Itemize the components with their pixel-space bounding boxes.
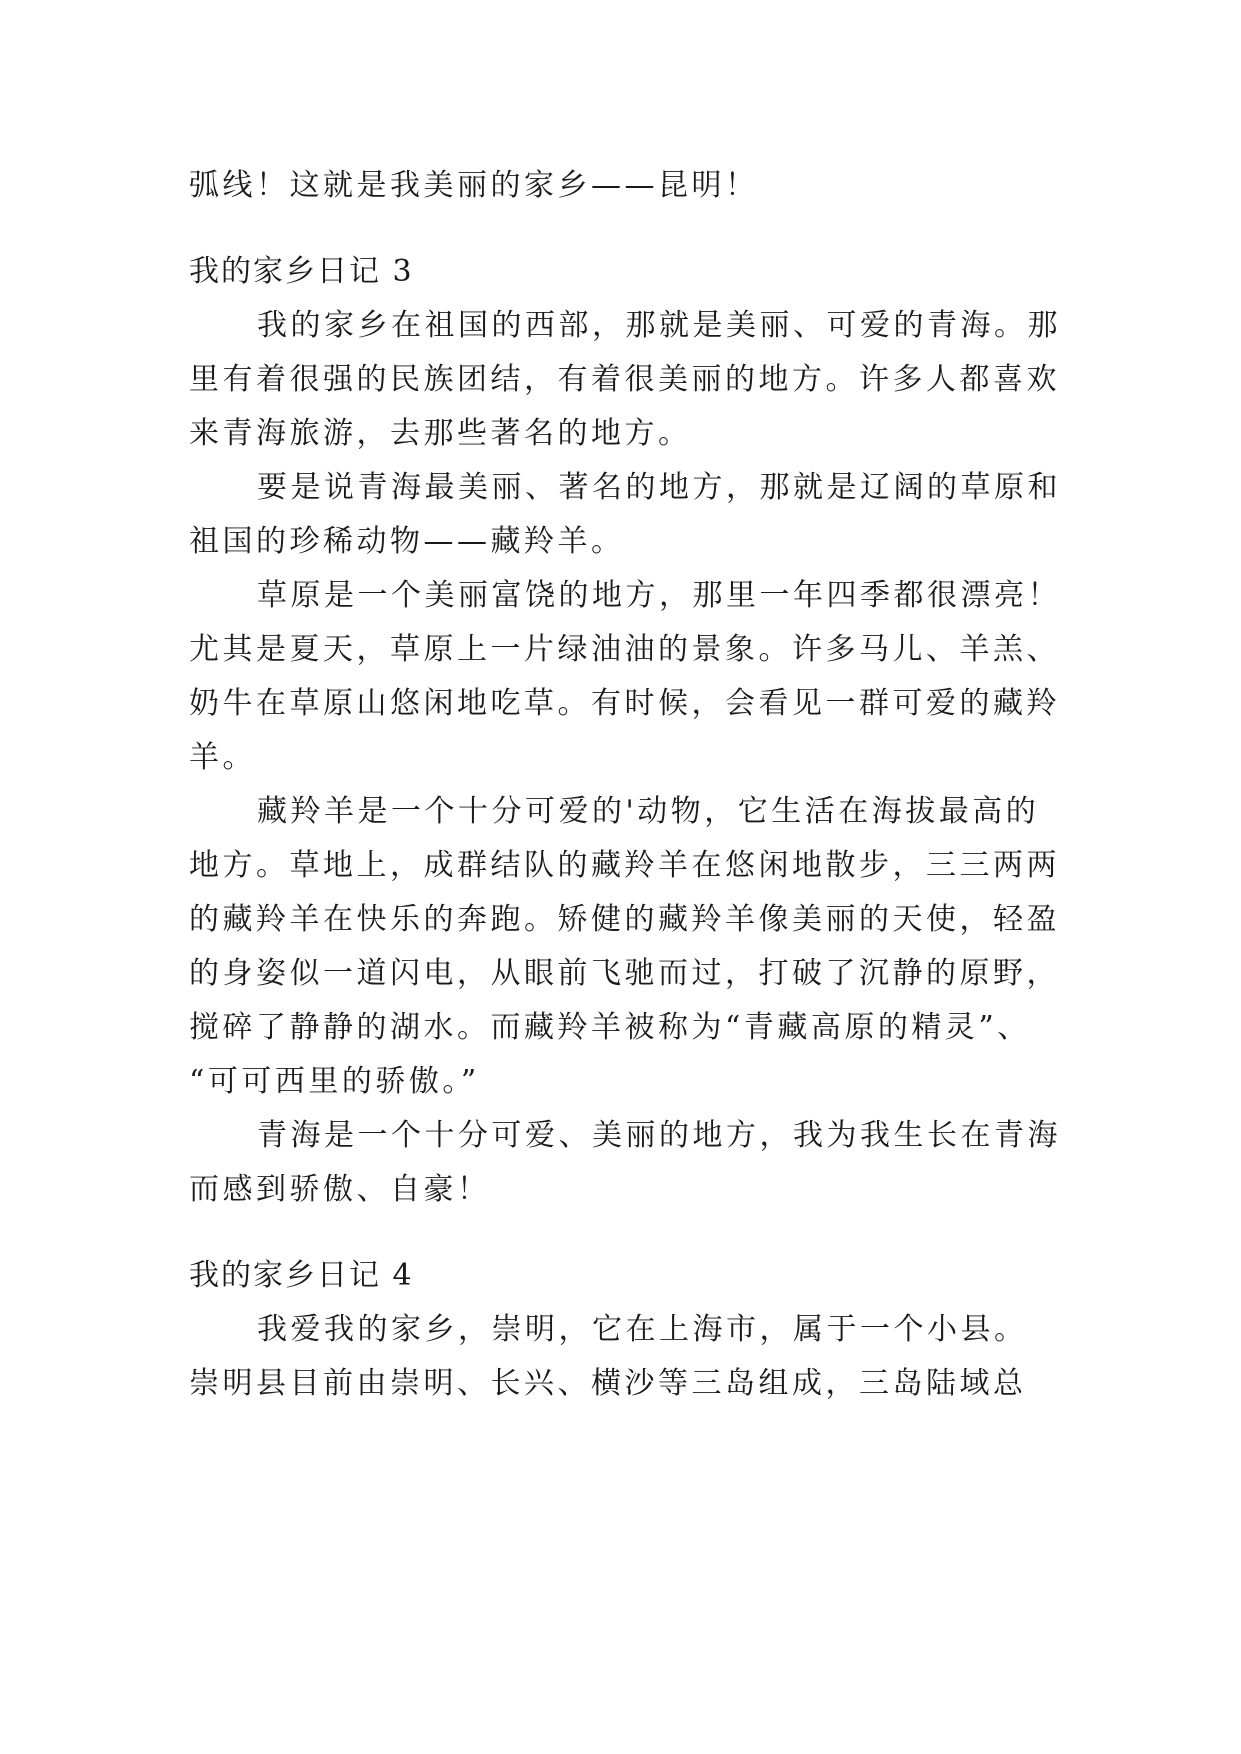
paragraph-line: 青海是一个十分可爱、美丽的地方，我为我生长在青海 — [257, 1118, 1061, 1153]
paragraph-line: 奶牛在草原山悠闲地吃草。有时候，会看见一群可爱的藏羚 — [189, 686, 1060, 721]
section-heading: 我的家乡日记 3 — [189, 254, 414, 289]
paragraph-line: 里有着很强的民族团结，有着很美丽的地方。许多人都喜欢 — [189, 362, 1060, 397]
paragraph-line: 搅碎了静静的湖水。而藏羚羊被称为“青藏高原的精灵”、 — [189, 1010, 1031, 1045]
paragraph-line: 羊。 — [189, 740, 256, 775]
paragraph-line: 而感到骄傲、自豪！ — [189, 1172, 491, 1207]
paragraph-line: 来青海旅游，去那些著名的地方。 — [189, 416, 692, 451]
paragraph-line: 藏羚羊是一个十分可爱的'动物，它生活在海拔最高的 — [257, 794, 1040, 829]
paragraph-line: 祖国的珍稀动物——藏羚羊。 — [189, 524, 625, 559]
paragraph-line: 弧线！这就是我美丽的家乡——昆明！ — [189, 168, 759, 203]
paragraph-line: “可可西里的骄傲。” — [189, 1064, 480, 1099]
paragraph-line: 我的家乡在祖国的西部，那就是美丽、可爱的青海。那 — [257, 308, 1061, 343]
paragraph-line: 的藏羚羊在快乐的奔跑。矫健的藏羚羊像美丽的天使，轻盈 — [189, 902, 1060, 937]
paragraph-line: 要是说青海最美丽、著名的地方，那就是辽阔的草原和 — [257, 470, 1061, 505]
paragraph-line: 草原是一个美丽富饶的地方，那里一年四季都很漂亮！ — [257, 578, 1061, 613]
paragraph-line: 地方。草地上，成群结队的藏羚羊在悠闲地散步，三三两两 — [189, 848, 1060, 883]
paragraph-line: 尤其是夏天，草原上一片绿油油的景象。许多马儿、羊羔、 — [189, 632, 1060, 667]
paragraph-line: 的身姿似一道闪电，从眼前飞驰而过，打破了沉静的原野， — [189, 956, 1060, 991]
paragraph-line: 崇明县目前由崇明、长兴、横沙等三岛组成，三岛陆域总 — [189, 1366, 1027, 1401]
section-heading: 我的家乡日记 4 — [189, 1258, 414, 1293]
paragraph-line: 我爱我的家乡，崇明，它在上海市，属于一个小县。 — [257, 1312, 1028, 1347]
